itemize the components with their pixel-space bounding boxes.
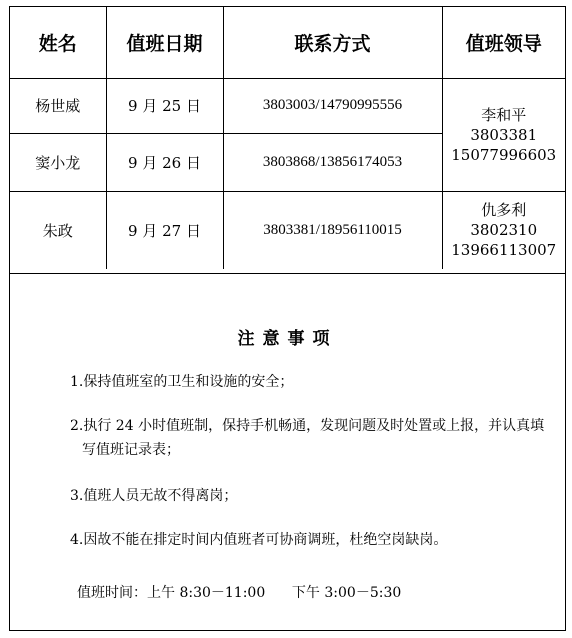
cell-date: 9 月 27 日 [106,191,223,269]
leader-mobile: 15077996603 [451,145,557,164]
cell-contact: 3803003/14790995556 [223,78,442,133]
cell-leader [442,191,565,269]
cell-date: 9 月 26 日 [106,133,223,191]
note-item-line: 2.执行 24 小时值班制，保持手机畅通，发现问题及时处置或上报，并认真填 [70,418,545,434]
leader-mobile: 13966113007 [451,241,557,260]
note-item-continuation: 写值班记录表； [82,442,180,458]
cell-name: 朱政 [10,191,106,269]
cell-name: 窦小龙 [10,133,106,191]
table-row [10,191,565,269]
header-date: 值班日期 [106,7,223,78]
header-contact: 联系方式 [223,7,442,78]
header-name: 姓名 [10,7,106,78]
table-row [10,78,565,133]
leader-phone: 3802310 [470,221,538,240]
cell-leader [442,78,565,191]
leader-name: 李和平 [481,105,527,124]
header-row [10,7,565,78]
leader-name: 仇多利 [481,201,527,220]
cell-name: 杨世威 [10,78,106,133]
duty-schedule-sheet [9,6,566,631]
notes-title: 注意事项 [237,329,338,349]
leader-phone: 3803381 [470,125,538,144]
duty-hours: 值班时间：上午 8:30－11:00 下午 3:00－5:30 [77,585,402,601]
note-item [70,414,560,462]
duty-table [10,7,565,269]
cell-contact: 3803868/13856174053 [223,133,442,191]
note-item: 3.值班人员无故不得离岗； [70,488,238,504]
cell-contact: 3803381/18956110015 [223,191,442,269]
note-item: 1.保持值班室的卫生和设施的安全； [70,374,294,390]
notes-section [10,273,565,601]
note-item: 4.因故不能在排定时间内值班者可协商调班，杜绝空岗缺岗。 [70,532,448,548]
header-leader: 值班领导 [442,7,565,78]
cell-date: 9 月 25 日 [106,78,223,133]
